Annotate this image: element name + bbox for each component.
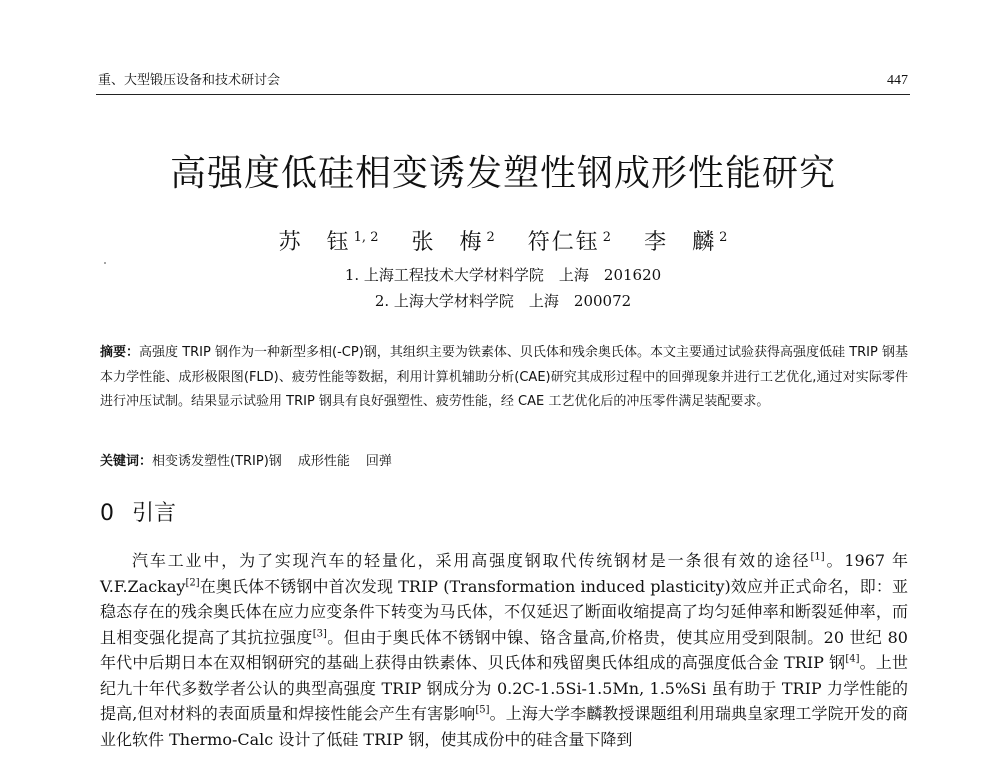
abstract-text: 高强度 TRIP 钢作为一种新型多相(-CP)钢，其组织主要为铁素体、贝氏体和残余奥氏体。本文主要通过试验获得高强度低硅 TRIP 钢基本力学性能、成形极限图(FLD)、疲劳性能等数据，利用计算机辅助分析(CAE)研究其成形过程中的回弹现象并进行工艺优化,通过对实际零件进行冲压试制。结果显示试验用 TRIP 钢具有良好强塑性、疲劳性能，经 CAE 工艺优化后的冲压零件满足装配要求。: [100, 345, 908, 409]
keyword: 成形性能: [297, 454, 350, 469]
body-text-run: 。1967 年 V.F.Zackay: [100, 551, 908, 596]
page-number: 447: [887, 73, 908, 88]
author-name: 符仁钰: [527, 230, 600, 255]
author-name: 苏 钰: [278, 230, 351, 255]
author-4: [644, 230, 727, 255]
keywords: [100, 451, 908, 473]
keyword: 相变诱发塑性(TRIP)钢: [152, 454, 282, 469]
author-2: [411, 230, 494, 255]
citation-ref: [1]: [810, 551, 825, 563]
author-name: 张 梅: [411, 230, 484, 255]
body-text-run: 在奥氏体不锈钢中首次发现 TRIP (Transformation induced plasticity)效应并正式命名，即：亚稳态存在的残余奥氏体在应力应变条件下转变为马氏体，不仅延迟了断面收缩提高了均匀延伸率和断裂延伸率，而且相变强化提高了其抗拉强度: [100, 576, 908, 647]
citation-ref: [4]: [845, 653, 860, 665]
author-affiliation-mark: 2: [602, 229, 612, 245]
body-text-run: 。上海大学李麟教授课题组利用瑞典皇家理工学院开发的商业化软件 Thermo-Calc 设计了低硅 TRIP 钢，使其成份中的硅含量下降到: [100, 704, 908, 749]
section-title: 引言: [132, 501, 177, 526]
section-number: 0: [100, 501, 114, 526]
abstract: [100, 341, 908, 415]
scan-speck: [104, 262, 106, 264]
author-3: [528, 230, 611, 255]
body-text-run: 。上世纪九十年代多数学者公认的典型高强度 TRIP 钢成分为 0.2C-1.5Si-1.5Mn, 1.5%Si 虽有助于 TRIP 力学性能的提高,但对材料的表面质量和焊接性能会产生有害影响: [100, 653, 908, 723]
running-header: [96, 70, 910, 95]
author-list: [96, 225, 910, 256]
citation-ref: [3]: [312, 628, 327, 640]
keyword: 回弹: [365, 454, 392, 469]
section-heading: [100, 496, 176, 527]
affiliation-2: 2. 上海大学材料学院 上海 200072: [374, 292, 632, 310]
body-text-run: 汽车工业中，为了实现汽车的轻量化，采用高强度钢取代传统钢材是一条很有效的途径: [132, 551, 811, 570]
keywords-label: 关键词：: [100, 454, 153, 469]
body-text-run: 。但由于奥氏体不锈钢中镍、铬含量高,价格贵，使其应用受到限制。20 世纪 80 年代中后期日本在双相钢研究的基础上获得由铁素体、贝氏体和残留奥氏体组成的高强度低合金 TRIP 钢: [100, 627, 908, 672]
abstract-label: 摘要：: [100, 345, 140, 360]
body-paragraph: [100, 548, 908, 752]
paper-title: 高强度低硅相变诱发塑性钢成形性能研究: [169, 153, 836, 194]
author-name: 李 麟: [644, 230, 717, 255]
author-affiliation-mark: 2: [719, 229, 728, 245]
citation-ref: [5]: [475, 704, 490, 716]
author-affiliation-mark: 2: [486, 229, 495, 245]
conference-name: 重、大型锻压设备和技术研讨会: [98, 73, 281, 88]
author-affiliation-mark: 1, 2: [353, 229, 379, 245]
affiliation-1: 1. 上海工程技术大学材料学院 上海 201620: [344, 266, 662, 284]
citation-ref: [2]: [185, 577, 200, 589]
author-1: [279, 230, 379, 255]
